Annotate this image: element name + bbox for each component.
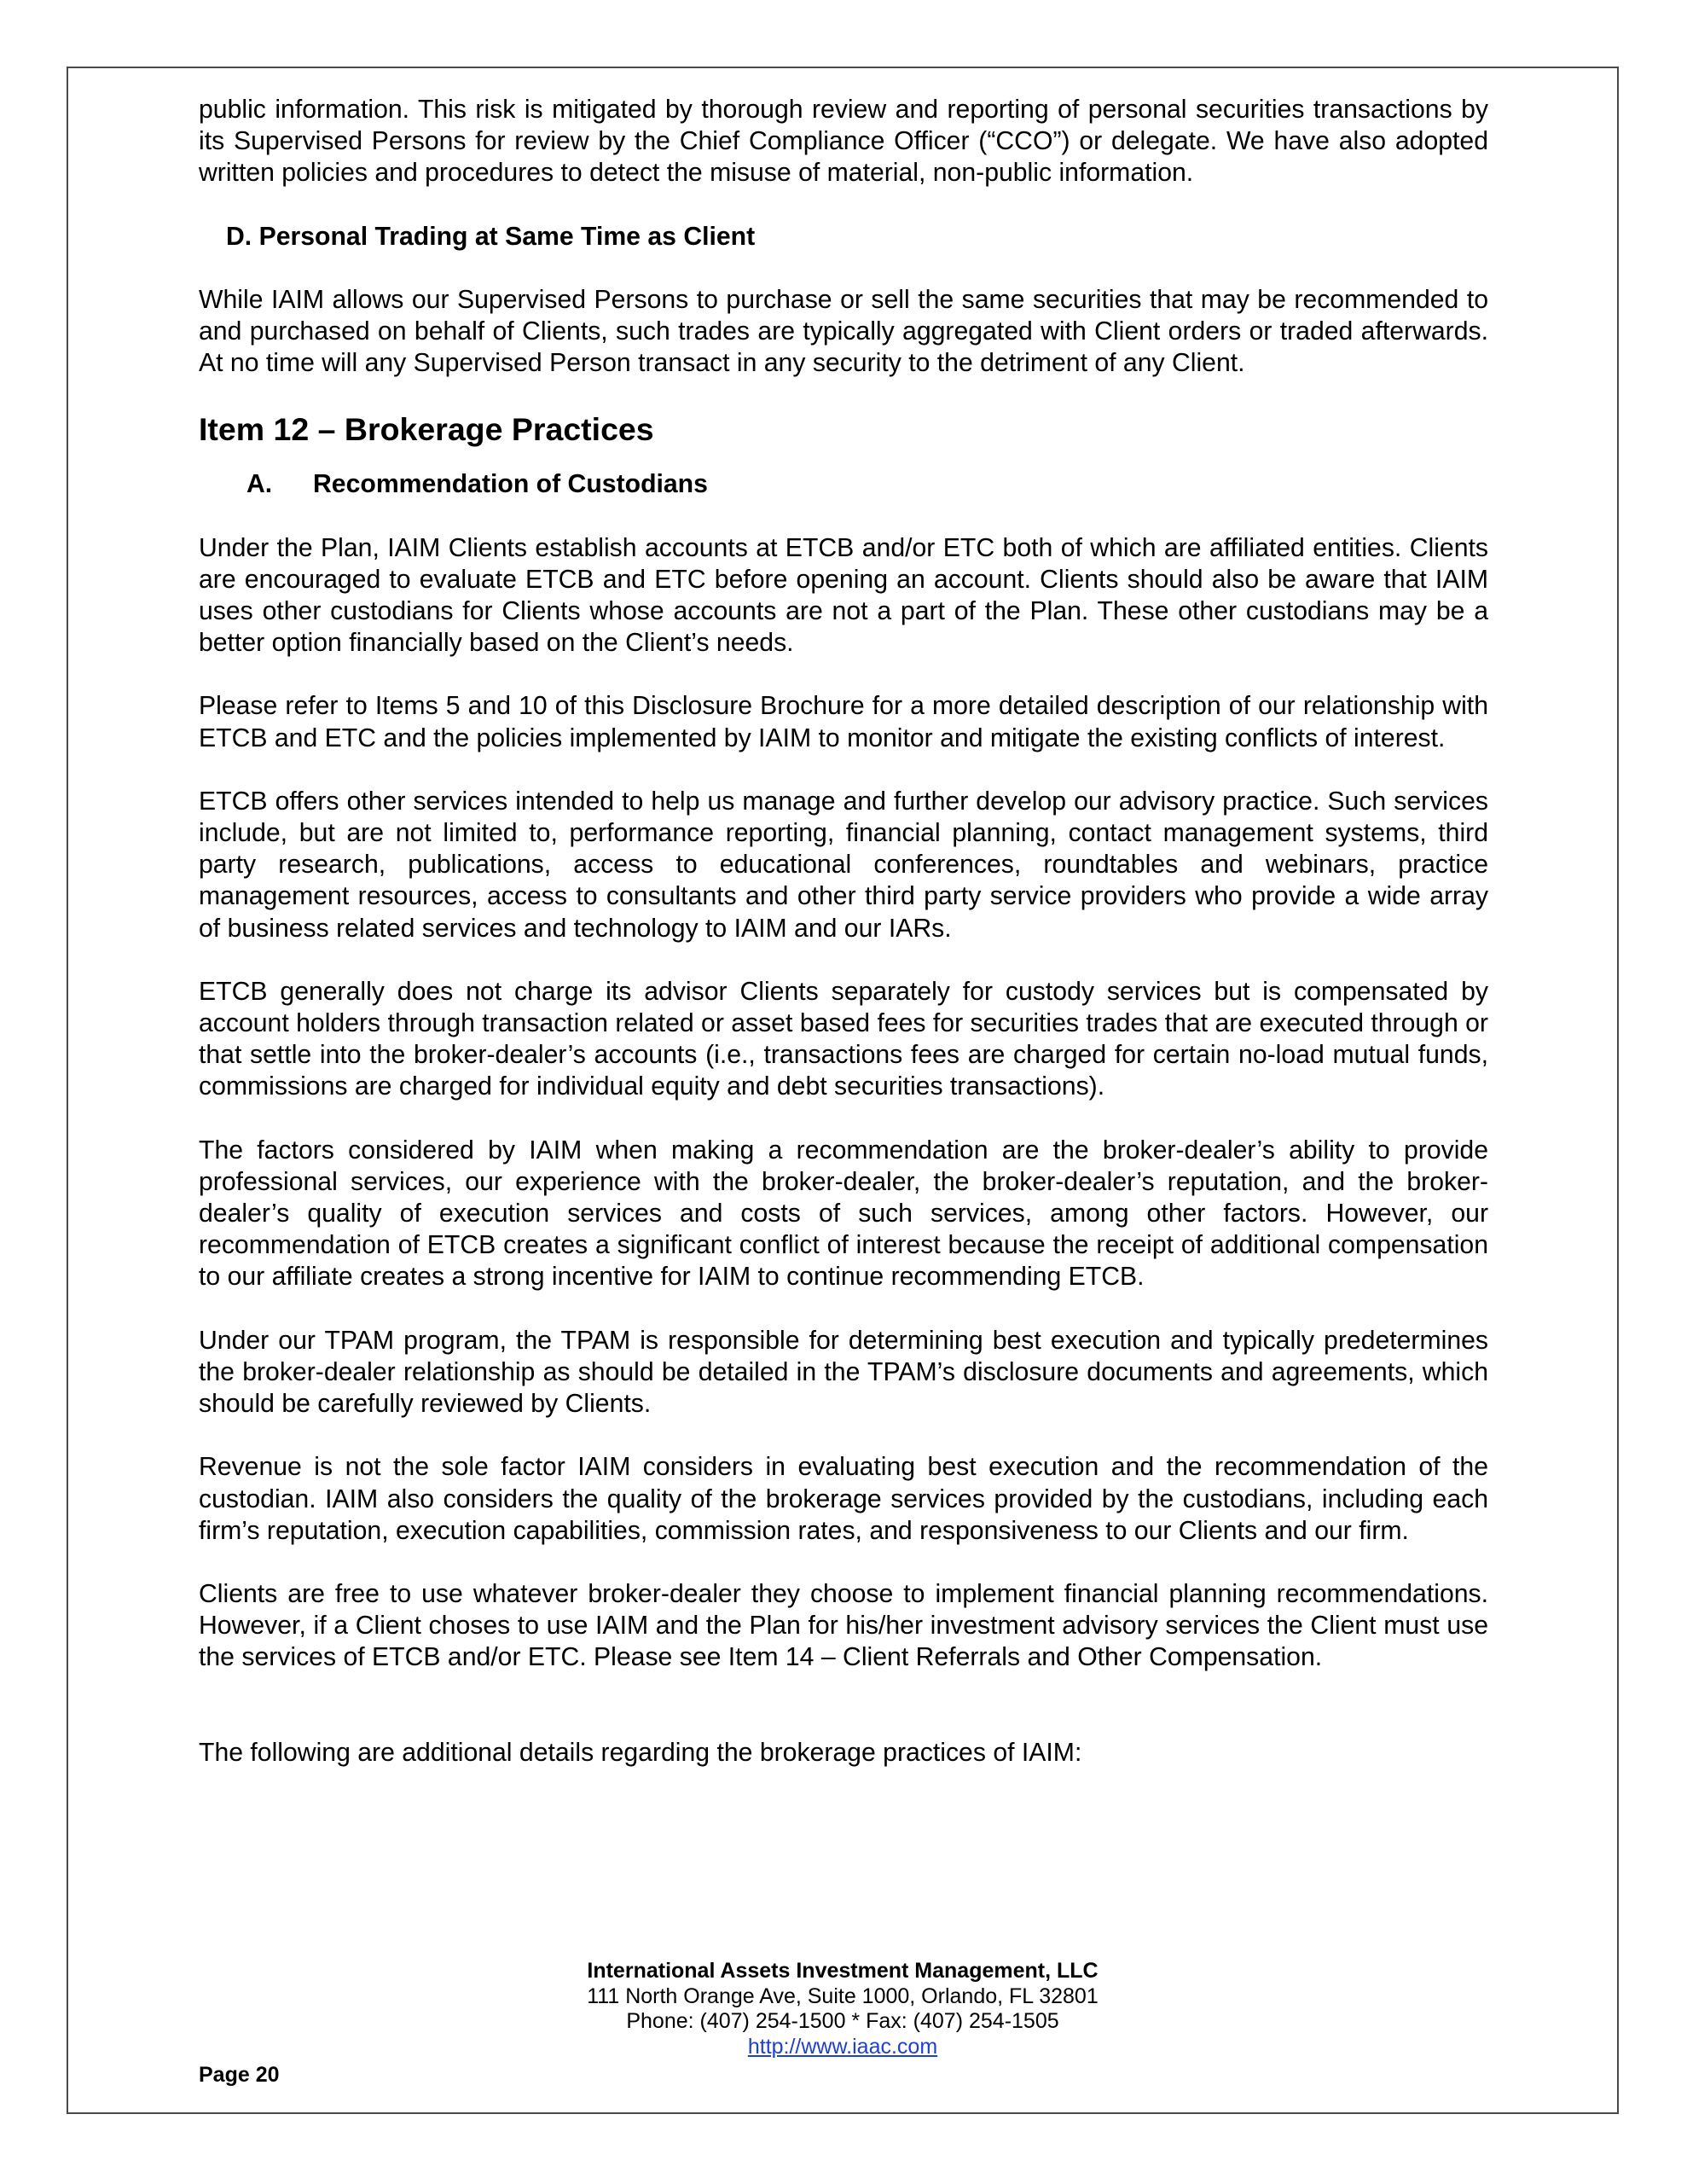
paragraph-factors: The factors considered by IAIM when making a recommendation are the broker-dealer’s ability to provide professional services, our experience with the broker-dealer, the broker-dealer’s reputation, and the broker-dealer’s quality of execution services and costs of such services, among other factors. However, our recommendation of ETCB creates a significant conflict of interest because the receipt of additional compensation to our affiliate creates a strong incentive for IAIM to continue recommending ETCB. — [199, 1136, 1488, 1292]
page-number: Page 20 — [199, 2063, 280, 2087]
subsection-a-title: Recommendation of Custodians — [313, 470, 708, 499]
page-footer — [67, 1959, 1619, 2059]
footer-phone: Phone: (407) 254-1500 * Fax: (407) 254-1505 — [626, 2009, 1059, 2033]
section-d-body: While IAIM allows our Supervised Persons to purchase or sell the same securities that may be recommended to and purchased on behalf of Clients, such trades are typically aggregated with Client orders or traded afterwards. At no time will any Supervised Person transact in any security to the detriment of any Client. — [199, 285, 1488, 378]
item-12-heading: Item 12 – Brokerage Practices — [199, 411, 654, 448]
subsection-a-heading — [246, 468, 1488, 500]
paragraph-plan-accounts: Under the Plan, IAIM Clients establish accounts at ETCB and/or ETC both of which are affiliated entities. Clients are encouraged to evaluate ETCB and ETC before opening an account. Clients should also be aware that IAIM uses other custodians for Clients whose accounts are not a part of the Plan. These other custodians may be a better option financially based on the Client’s needs. — [199, 533, 1488, 658]
footer-company: International Assets Investment Management, LLC — [587, 1959, 1099, 1983]
subsection-a-letter: A. — [246, 470, 273, 499]
paragraph-refer-items: Please refer to Items 5 and 10 of this Disclosure Brochure for a more detailed description of our relationship with ETCB and ETC and the policies implemented by IAIM to monitor and mitigate the existing conflicts of interest. — [199, 692, 1488, 752]
paragraph-tpam: Under our TPAM program, the TPAM is responsible for determining best execution and typically predetermines the broker-dealer relationship as should be detailed in the TPAM’s disclosure documents and agreements, which should be carefully reviewed by Clients. — [199, 1326, 1488, 1419]
paragraph-clients-free: Clients are free to use whatever broker-dealer they choose to implement financial planning recommendations. However, if a Client choses to use IAIM and the Plan for his/her investment advisory services the Client must use the services of ETCB and/or ETC. Please see Item 14 – Client Referrals and Other Compensation. — [199, 1579, 1488, 1672]
page-content — [199, 94, 1488, 1769]
footer-website-link[interactable]: http://www.iaac.com — [747, 2034, 938, 2059]
paragraph-etcb-fees: ETCB generally does not charge its advisor Clients separately for custody services but is compensated by account holders through transaction related or asset based fees for securities trades that are executed through or that settle into the broker-dealer’s accounts (i.e., transactions fees are charged for certain no-load mutual funds, commissions are charged for individual equity and debt securities transactions). — [199, 977, 1488, 1101]
paragraph-etcb-services: ETCB offers other services intended to help us manage and further develop our advisory practice. Such services include, but are not limited to, performance reporting, financial planning, contact management systems, third party research, publications, access to educational conferences, roundtables and webinars, practice management resources, access to consultants and other third party service providers who provide a wide array of business related services and technology to IAIM and our IARs. — [199, 787, 1488, 943]
paragraph-spacer — [199, 1705, 1488, 1737]
section-d-heading: D. Personal Trading at Same Time as Client — [226, 222, 756, 251]
paragraph-closing: The following are additional details regarding the brokerage practices of IAIM: — [199, 1738, 1082, 1767]
paragraph-revenue: Revenue is not the sole factor IAIM considers in evaluating best execution and the recommendation of the custodian. IAIM also considers the quality of the brokerage services provided by the custodians, including each firm’s reputation, execution capabilities, commission rates, and responsiveness to our Clients and our firm. — [199, 1453, 1488, 1545]
footer-address: 111 North Orange Ave, Suite 1000, Orlando, FL 32801 — [587, 1984, 1099, 2008]
paragraph-public-information: public information. This risk is mitigated by thorough review and reporting of personal securities transactions by its Supervised Persons for review by the Chief Compliance Officer (“CCO”) or delegate. We have also adopted written policies and procedures to detect the misuse of material, non-public information. — [199, 96, 1488, 188]
